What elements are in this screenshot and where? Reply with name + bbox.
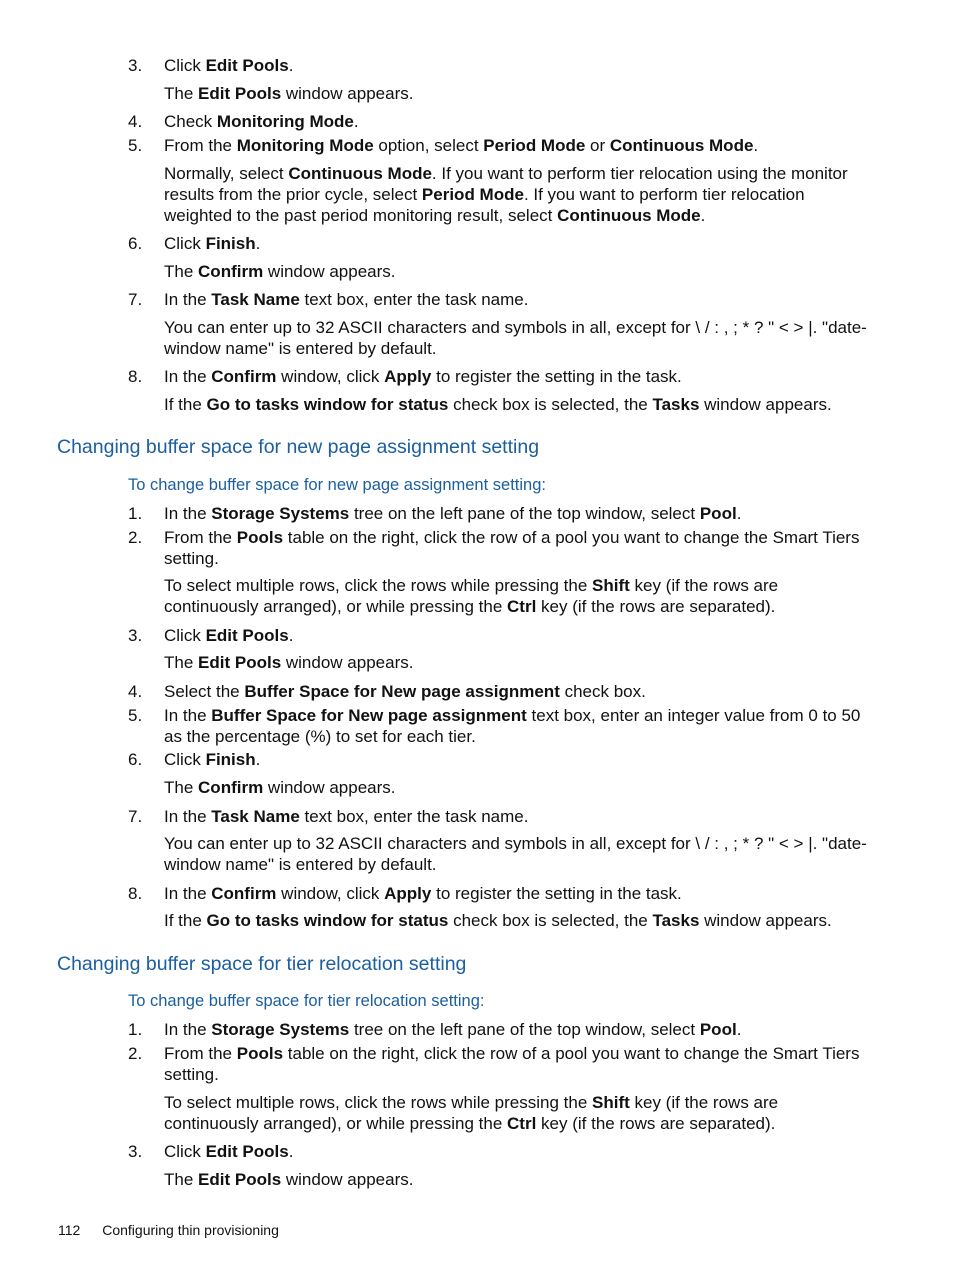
step: 6. Click Finish. xyxy=(128,749,868,770)
ui-term: Pool xyxy=(699,1020,737,1039)
step-note: If the Go to tasks window for status check box is selected, the Tasks window appears. xyxy=(164,911,832,930)
procedure-title: To change buffer space for new page assignment setting: xyxy=(128,476,546,494)
ui-term: Continuous Mode xyxy=(288,164,432,183)
step: 6. Click Finish. xyxy=(128,233,868,254)
step: 3. Click Edit Pools. xyxy=(128,55,868,76)
step-text: From the Pools table on the right, click the row of a pool you want to change the Smart Tiers setting. xyxy=(164,1044,860,1084)
ui-term: Buffer Space for New page assignment xyxy=(211,706,527,725)
step: 3. Click Edit Pools. xyxy=(128,1141,868,1162)
step-text: Click Finish. xyxy=(164,750,261,769)
step-note: You can enter up to 32 ASCII characters and symbols in all, except for \ / : , ; * ? " < > |. "date-window name" is entered by default. xyxy=(164,318,867,358)
ui-term: Task Name xyxy=(211,290,300,309)
step-note: To select multiple rows, click the rows while pressing the Shift key (if the rows are continuously arranged), or while pressing the Ctrl key (if the rows are separated). xyxy=(164,1093,779,1133)
step: 2. From the Pools table on the right, click the row of a pool you want to change the Smart Tiers setting. xyxy=(128,1043,868,1085)
step-note: The Edit Pools window appears. xyxy=(164,84,414,103)
step-text: In the Task Name text box, enter the task name. xyxy=(164,290,529,309)
step-note: Normally, select Continuous Mode. If you want to perform tier relocation using the monitor results from the prior cycle, select Period Mode. If you want to perform tier relocation weighted to the past period monitoring result, select Continuous Mode. xyxy=(164,164,848,225)
step-note: The Confirm window appears. xyxy=(164,778,396,797)
ui-term: Tasks xyxy=(652,911,700,930)
step-text: Check Monitoring Mode. xyxy=(164,112,359,131)
ui-term: Storage Systems xyxy=(211,504,350,523)
ui-term: Edit Pools xyxy=(198,653,282,672)
ui-term: Edit Pools xyxy=(205,1142,289,1161)
ui-term: Finish xyxy=(205,234,256,253)
step-note: The Confirm window appears. xyxy=(164,262,396,281)
step-note: You can enter up to 32 ASCII characters and symbols in all, except for \ / : , ; * ? " < > |. "date-window name" is entered by default. xyxy=(164,834,867,874)
ui-term: Pools xyxy=(236,528,284,547)
ui-term: Apply xyxy=(384,367,432,386)
step-text: In the Storage Systems tree on the left pane of the top window, select Pool. xyxy=(164,1020,742,1039)
section-heading: Changing buffer space for tier relocation setting xyxy=(57,953,467,975)
ui-term: Tasks xyxy=(652,395,700,414)
page-number: 112 xyxy=(58,1222,81,1238)
ui-term: Confirm xyxy=(198,778,264,797)
ui-term: Finish xyxy=(205,750,256,769)
ui-term: Continuous Mode xyxy=(557,206,701,225)
ui-term: Ctrl xyxy=(507,597,537,616)
ui-term: Continuous Mode xyxy=(609,136,754,155)
step-text: Click Edit Pools. xyxy=(164,626,294,645)
step: 8. In the Confirm window, click Apply to register the setting in the task. xyxy=(128,366,868,387)
step: 5. From the Monitoring Mode option, select Period Mode or Continuous Mode. xyxy=(128,135,868,156)
ui-term: Confirm xyxy=(211,367,277,386)
step-text: In the Confirm window, click Apply to register the setting in the task. xyxy=(164,367,682,386)
step-note: The Edit Pools window appears. xyxy=(164,653,414,672)
ui-term: Edit Pools xyxy=(198,1170,282,1189)
step-text: In the Confirm window, click Apply to register the setting in the task. xyxy=(164,884,682,903)
step: 1. In the Storage Systems tree on the left pane of the top window, select Pool. xyxy=(128,503,868,524)
step-text: In the Buffer Space for New page assignment text box, enter an integer value from 0 to 50 as the percentage (%) to set for each tier. xyxy=(164,706,861,746)
ui-term: Period Mode xyxy=(421,185,524,204)
procedure-title: To change buffer space for tier relocation setting: xyxy=(128,992,485,1010)
chapter-title: Configuring thin provisioning xyxy=(102,1222,279,1238)
ui-term: Edit Pools xyxy=(205,56,289,75)
step-text: Click Edit Pools. xyxy=(164,56,294,75)
step-text: Click Edit Pools. xyxy=(164,1142,294,1161)
ui-term: Period Mode xyxy=(483,136,586,155)
ui-term: Edit Pools xyxy=(198,84,282,103)
step: 1. In the Storage Systems tree on the left pane of the top window, select Pool. xyxy=(128,1019,868,1040)
ui-term: Shift xyxy=(592,576,630,595)
ui-term: Go to tasks window for status xyxy=(206,911,449,930)
step: 2. From the Pools table on the right, click the row of a pool you want to change the Smart Tiers setting. xyxy=(128,527,868,569)
step-note: To select multiple rows, click the rows while pressing the Shift key (if the rows are continuously arranged), or while pressing the Ctrl key (if the rows are separated). xyxy=(164,576,779,616)
ui-term: Pools xyxy=(236,1044,284,1063)
ui-term: Pool xyxy=(699,504,737,523)
ui-term: Task Name xyxy=(211,807,300,826)
ui-term: Monitoring Mode xyxy=(216,112,354,131)
ui-term: Ctrl xyxy=(507,1114,537,1133)
step: 5. In the Buffer Space for New page assignment text box, enter an integer value from 0 to 50 as the percentage (%) to set for each tier. xyxy=(128,705,868,747)
page-footer xyxy=(58,1222,297,1238)
section-heading: Changing buffer space for new page assignment setting xyxy=(57,436,540,458)
ui-term: Go to tasks window for status xyxy=(206,395,449,414)
ui-term: Apply xyxy=(384,884,432,903)
ui-term: Buffer Space for New page assignment xyxy=(244,682,560,701)
step: 4. Check Monitoring Mode. xyxy=(128,111,868,132)
ui-term: Monitoring Mode xyxy=(236,136,374,155)
step-text: From the Pools table on the right, click the row of a pool you want to change the Smart Tiers setting. xyxy=(164,528,860,568)
step-note: If the Go to tasks window for status check box is selected, the Tasks window appears. xyxy=(164,395,832,414)
step-text: In the Storage Systems tree on the left pane of the top window, select Pool. xyxy=(164,504,742,523)
step: 7. In the Task Name text box, enter the task name. xyxy=(128,806,868,827)
ui-term: Confirm xyxy=(198,262,264,281)
step: 4. Select the Buffer Space for New page assignment check box. xyxy=(128,681,868,702)
ui-term: Shift xyxy=(592,1093,630,1112)
step-text: Click Finish. xyxy=(164,234,261,253)
step-text: Select the Buffer Space for New page assignment check box. xyxy=(164,682,646,701)
step: 3. Click Edit Pools. xyxy=(128,625,868,646)
ui-term: Confirm xyxy=(211,884,277,903)
step: 7. In the Task Name text box, enter the task name. xyxy=(128,289,868,310)
ui-term: Storage Systems xyxy=(211,1020,350,1039)
step-text: From the Monitoring Mode option, select Period Mode or Continuous Mode. xyxy=(164,136,759,155)
ui-term: Edit Pools xyxy=(205,626,289,645)
step-text: In the Task Name text box, enter the task name. xyxy=(164,807,529,826)
step: 8. In the Confirm window, click Apply to register the setting in the task. xyxy=(128,883,868,904)
step-note: The Edit Pools window appears. xyxy=(164,1170,414,1189)
